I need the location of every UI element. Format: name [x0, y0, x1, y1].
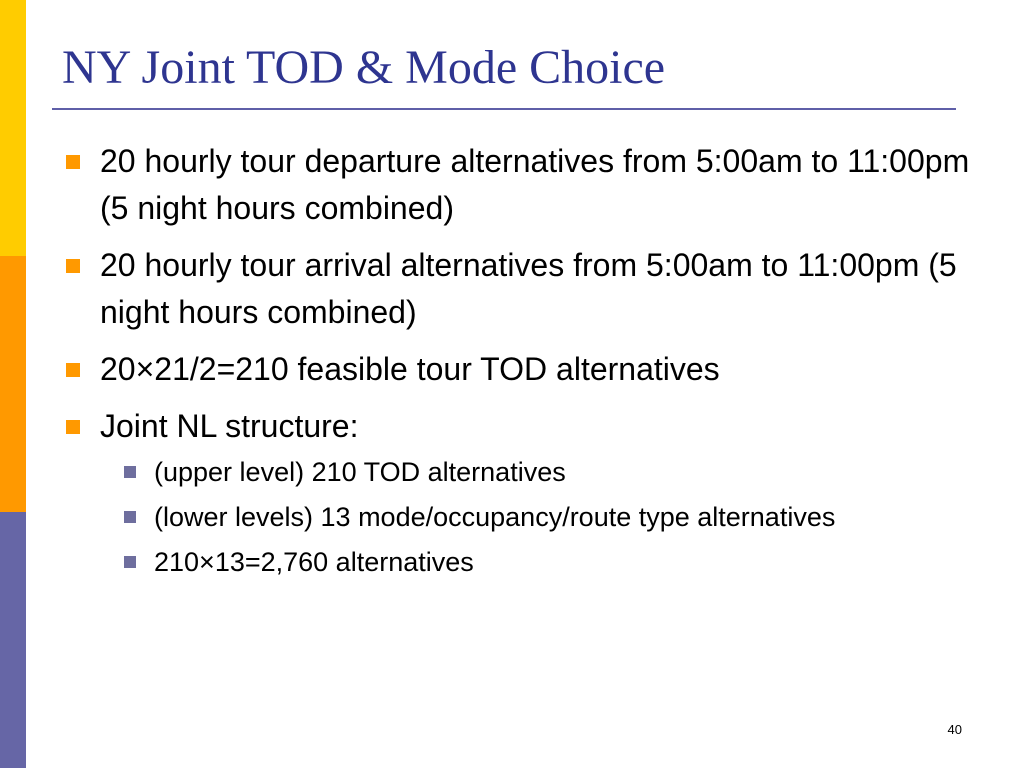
square-bullet-icon [66, 363, 80, 377]
page-number: 40 [947, 722, 962, 737]
sub-bullet-text: (upper level) 210 TOD alternatives [154, 457, 566, 487]
bullet-item [62, 242, 972, 336]
sub-bullet-item [108, 542, 972, 583]
square-sub-bullet-icon [124, 556, 136, 568]
sub-bullet-text: 210×13=2,760 alternatives [154, 547, 474, 577]
sub-bullet-item [108, 452, 972, 493]
bullet-item [62, 138, 972, 232]
bullet-text: 20 hourly tour arrival alternatives from 5:00am to 11:00pm (5 night hours combined) [100, 247, 957, 330]
square-sub-bullet-icon [124, 511, 136, 523]
square-bullet-icon [66, 259, 80, 273]
title-underline [52, 108, 956, 110]
bullet-text: 20×21/2=210 feasible tour TOD alternatives [100, 351, 720, 387]
sub-bullet-list [100, 452, 972, 583]
bullet-list [62, 138, 972, 593]
bullet-item [62, 403, 972, 583]
bullet-text: 20 hourly tour departure alternatives from 5:00am to 11:00pm (5 night hours combined) [100, 143, 970, 226]
square-bullet-icon [66, 420, 80, 434]
bullet-text: Joint NL structure: [100, 408, 359, 444]
side-bar-orange [0, 256, 26, 512]
side-bar-purple [0, 512, 26, 768]
square-bullet-icon [66, 155, 80, 169]
sub-bullet-item [108, 497, 972, 538]
bullet-item [62, 346, 972, 393]
side-bar-yellow [0, 0, 26, 256]
slide-title: NY Joint TOD & Mode Choice [62, 41, 666, 94]
square-sub-bullet-icon [124, 466, 136, 478]
sub-bullet-text: (lower levels) 13 mode/occupancy/route type alternatives [154, 502, 836, 532]
